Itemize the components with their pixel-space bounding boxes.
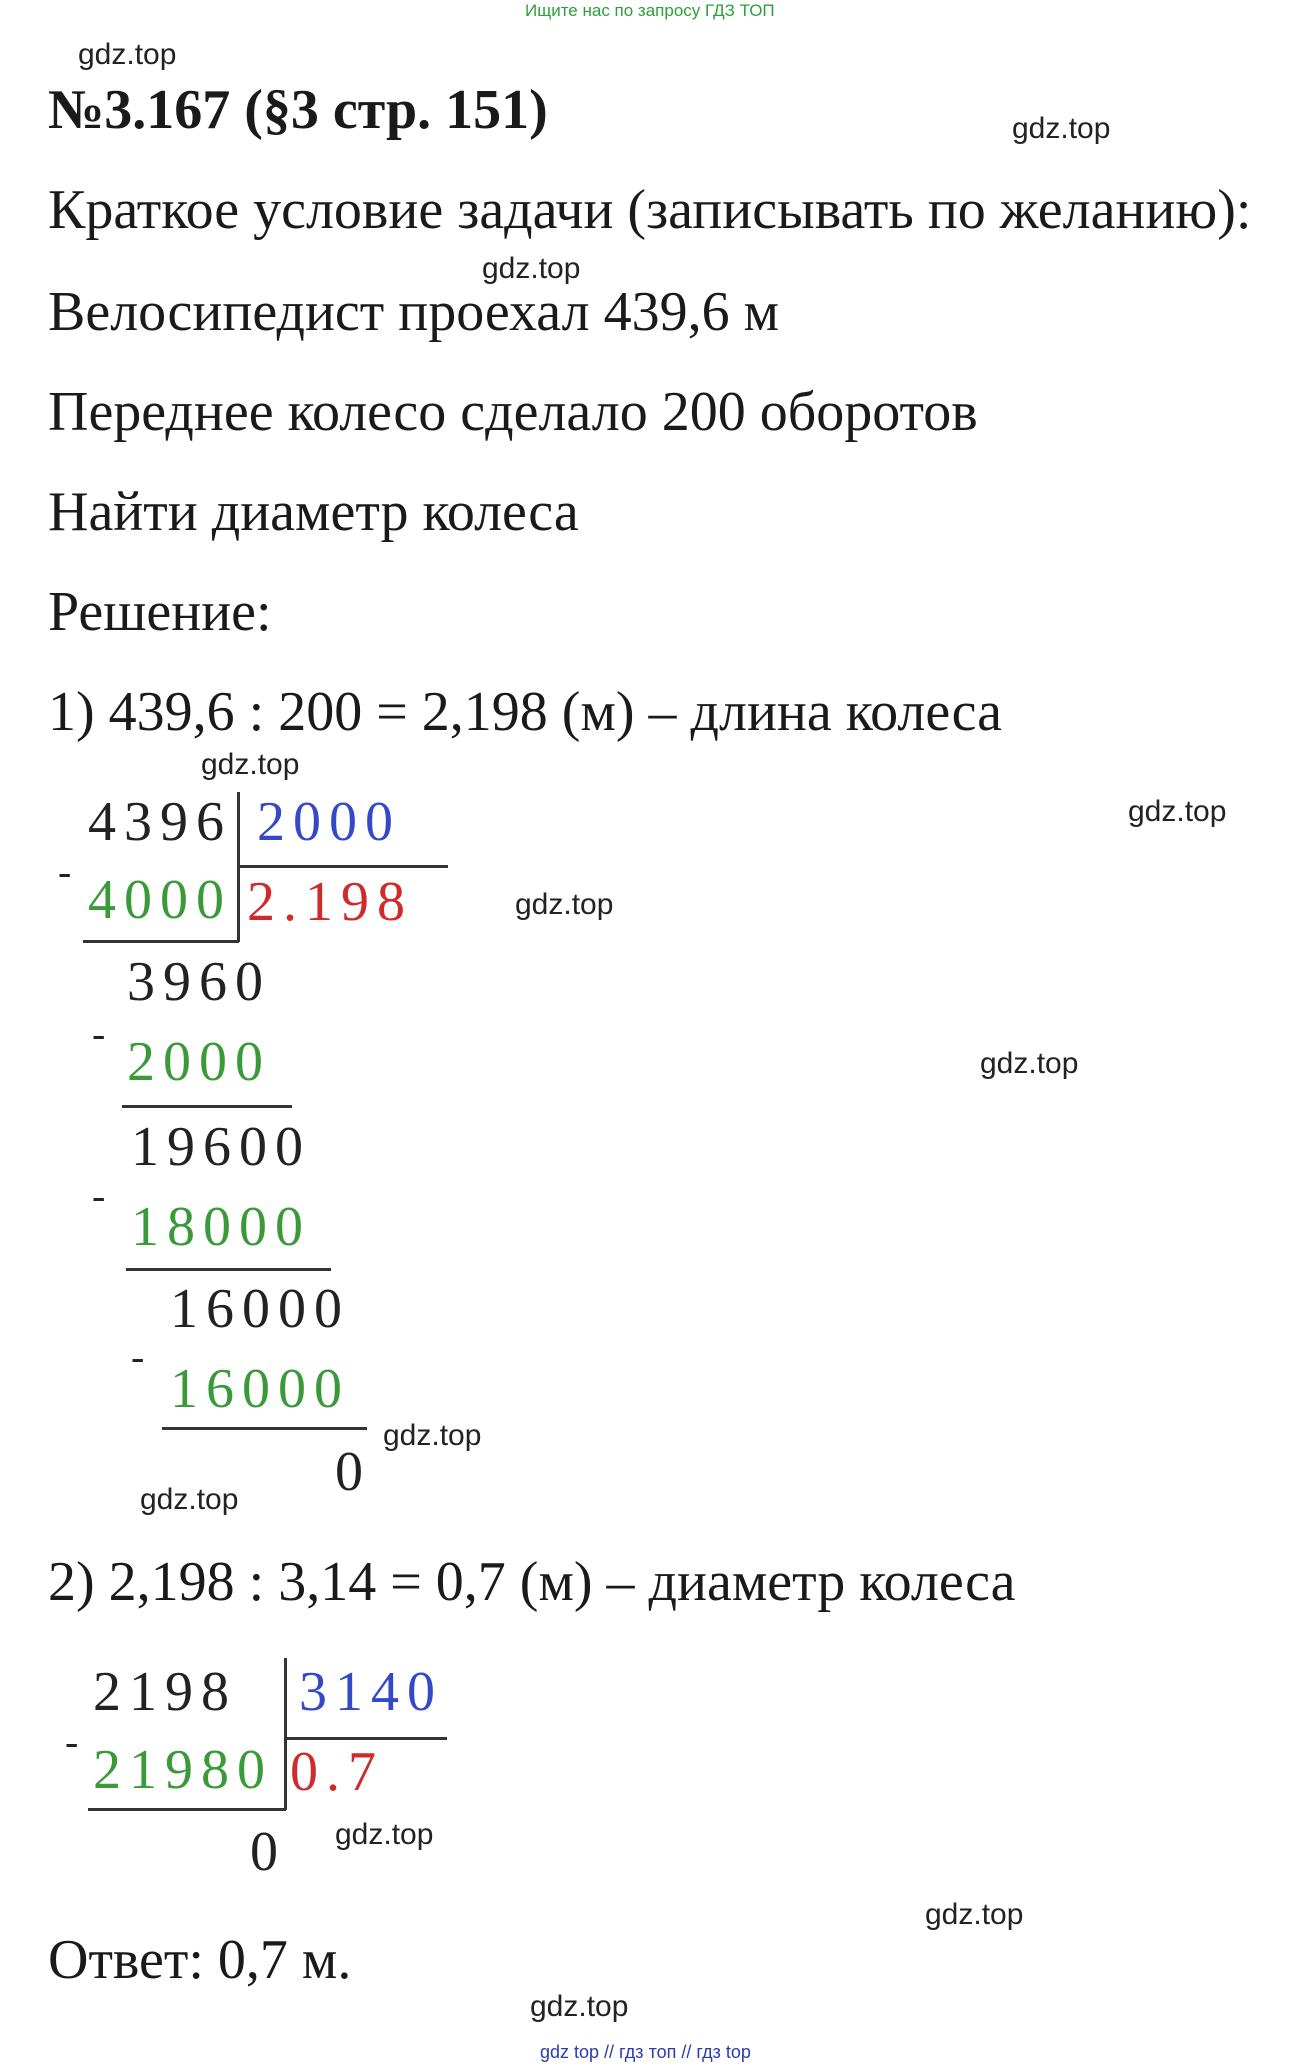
subtraction-line — [126, 1268, 331, 1271]
watermark: gdz.top — [78, 38, 177, 71]
watermark: gdz.top — [530, 1990, 629, 2023]
remainder: 16000 — [170, 1278, 350, 1340]
subtraction-line — [162, 1427, 367, 1430]
minus-sign: - — [58, 849, 72, 894]
watermark: gdz.top — [1128, 795, 1227, 828]
bottom-banner: gdz top // гдз топ // гдз top — [540, 2042, 751, 2062]
subtrahend: 16000 — [170, 1358, 350, 1420]
divisor: 2000 — [257, 791, 401, 853]
step-2: 2) 2,198 : 3,14 = 0,7 (м) – диаметр колеса — [48, 1551, 1016, 1613]
watermark: gdz.top — [201, 748, 300, 781]
final-remainder: 0 — [250, 1821, 286, 1883]
quotient: 0.7 — [290, 1741, 384, 1803]
answer: Ответ: 0,7 м. — [48, 1929, 352, 1991]
step-1: 1) 439,6 : 200 = 2,198 (м) – длина колеса — [48, 681, 1002, 743]
minus-sign: - — [65, 1719, 79, 1764]
minus-sign: - — [92, 1011, 106, 1056]
minus-sign: - — [131, 1334, 145, 1379]
subtrahend: 21980 — [93, 1739, 273, 1801]
given-revolutions: Переднее колесо сделало 200 оборотов — [48, 381, 978, 443]
watermark: gdz.top — [482, 252, 581, 285]
watermark: gdz.top — [335, 1818, 434, 1851]
watermark: gdz.top — [980, 1047, 1079, 1080]
final-remainder: 0 — [335, 1441, 371, 1503]
divisor-underline — [240, 865, 448, 868]
subtraction-line — [88, 1808, 286, 1811]
division-bracket — [284, 1658, 287, 1810]
remainder: 19600 — [131, 1116, 311, 1178]
watermark: gdz.top — [383, 1419, 482, 1452]
subtraction-line — [122, 1105, 292, 1108]
divisor: 3140 — [299, 1661, 443, 1723]
find-line: Найти диаметр колеса — [48, 481, 579, 543]
watermark: gdz.top — [925, 1898, 1024, 1931]
subtrahend: 2000 — [127, 1031, 271, 1093]
subtrahend: 4000 — [88, 869, 232, 931]
subtraction-line — [83, 940, 239, 943]
remainder: 3960 — [127, 951, 271, 1013]
page-title: №3.167 (§3 стр. 151) — [48, 79, 548, 141]
dividend: 4396 — [88, 791, 232, 853]
dividend: 2198 — [93, 1661, 237, 1723]
minus-sign: - — [92, 1173, 106, 1218]
subtrahend: 18000 — [131, 1196, 311, 1258]
watermark: gdz.top — [140, 1483, 239, 1516]
given-distance: Велосипедист проехал 439,6 м — [48, 281, 780, 343]
solution-label: Решение: — [48, 581, 272, 643]
watermark: gdz.top — [515, 888, 614, 921]
top-banner: Ищите нас по запросу ГДЗ ТОП — [525, 1, 775, 20]
condition-header: Краткое условие задачи (записывать по желанию): — [48, 179, 1252, 241]
quotient: 2.198 — [247, 871, 413, 933]
watermark: gdz.top — [1012, 112, 1111, 145]
